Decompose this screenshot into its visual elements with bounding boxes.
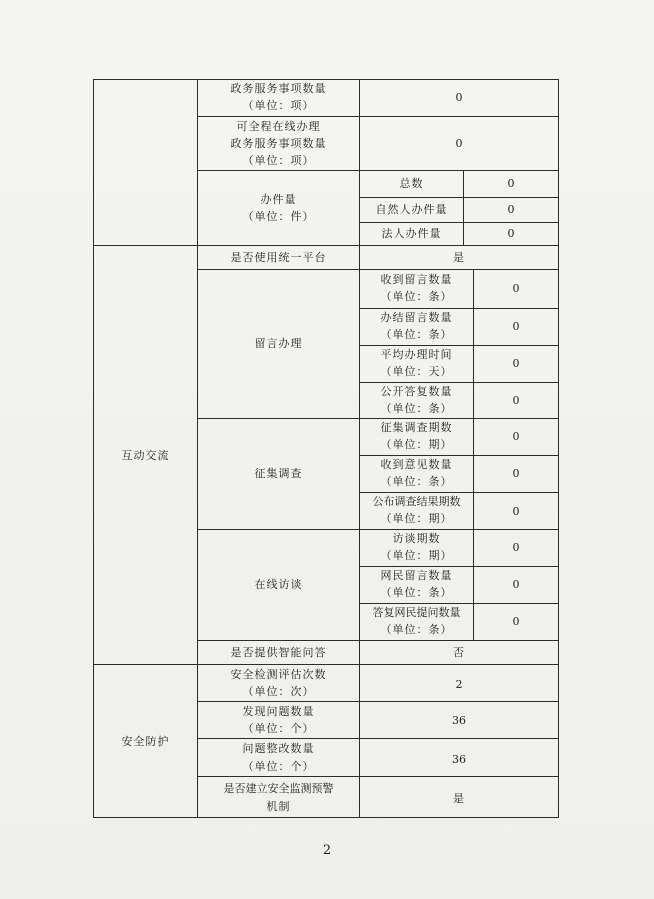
handled-total-value: 0 — [507, 177, 515, 190]
online-items-value: 0 — [455, 137, 463, 150]
interview-item-value: 0 — [512, 578, 520, 591]
interview-item-label: 答复网民提问数量 — [372, 606, 461, 619]
message-item-label: 收到留言数量 — [380, 273, 453, 286]
interaction-section-label: 互动交流 — [121, 449, 170, 462]
online-items-label-2: 政务服务事项数量 — [230, 137, 327, 150]
security-item-value: 36 — [452, 753, 466, 766]
platform-value: 是 — [453, 251, 465, 264]
survey-item-value: 0 — [512, 467, 520, 480]
survey-item-label: 收到意见数量 — [380, 458, 453, 471]
online-items-label: 可全程在线办理 — [236, 120, 321, 133]
security-item-value: 2 — [455, 678, 463, 691]
row-line — [197, 640, 559, 641]
page-number: 2 — [322, 843, 332, 858]
message-item-unit: （单位：条） — [380, 402, 453, 415]
monitor-value: 是 — [453, 792, 465, 805]
interview-item-unit: （单位：条） — [380, 586, 453, 599]
survey-item-label: 公布调查结果期数 — [372, 495, 461, 508]
row-line — [197, 701, 559, 702]
survey-group-label: 征集调查 — [254, 467, 303, 480]
row-line — [197, 170, 559, 171]
message-item-unit: （单位：条） — [380, 290, 453, 303]
message-item-unit: （单位：条） — [380, 328, 453, 341]
handled-label: 办件量 — [260, 193, 297, 206]
survey-item-unit: （单位：期） — [380, 438, 453, 451]
message-item-label: 公开答复数量 — [380, 385, 453, 398]
interview-item-unit: （单位：期） — [380, 549, 453, 562]
security-item-unit: （单位：个） — [242, 760, 315, 773]
survey-item-value: 0 — [512, 505, 520, 518]
section-line — [93, 664, 559, 665]
message-item-value: 0 — [512, 357, 520, 370]
online-items-unit: （单位：项） — [242, 154, 315, 167]
monitor-label: 是否建立安全监测预警 — [223, 782, 334, 795]
interview-item-label: 访谈期数 — [392, 532, 441, 545]
security-item-label: 问题整改数量 — [242, 742, 315, 755]
survey-item-unit: （单位：期） — [380, 512, 453, 525]
gov-items-value: 0 — [455, 91, 463, 104]
gov-items-label: 政务服务事项数量 — [230, 82, 327, 95]
survey-item-value: 0 — [512, 430, 520, 443]
message-item-value: 0 — [512, 282, 520, 295]
handled-legal-value: 0 — [507, 227, 515, 240]
message-item-label: 办结留言数量 — [380, 311, 453, 324]
table-border-right — [558, 79, 559, 818]
handled-person-label: 自然人办件量 — [375, 203, 448, 216]
security-item-label: 安全检测评估次数 — [230, 668, 327, 681]
row-line — [197, 116, 559, 117]
table-border-bottom — [93, 817, 559, 818]
security-item-label: 发现问题数量 — [242, 705, 315, 718]
smart-qa-label: 是否提供智能问答 — [230, 646, 327, 659]
platform-label: 是否使用统一平台 — [230, 251, 327, 264]
row-line — [197, 738, 559, 739]
handled-total-label: 总数 — [399, 177, 424, 190]
handled-unit: （单位：件） — [242, 210, 315, 223]
row-line — [359, 222, 559, 223]
security-item-unit: （单位：次） — [242, 685, 315, 698]
message-item-unit: （单位：天） — [380, 365, 453, 378]
message-group-label: 留言办理 — [254, 337, 303, 350]
message-item-label: 平均办理时间 — [380, 348, 453, 361]
handled-legal-label: 法人办件量 — [381, 227, 442, 240]
interview-item-label: 网民留言数量 — [380, 569, 453, 582]
row-line — [197, 269, 559, 270]
smart-qa-value: 否 — [453, 646, 465, 659]
row-line — [359, 197, 559, 198]
row-line — [197, 776, 559, 777]
interview-item-value: 0 — [512, 615, 520, 628]
security-item-value: 36 — [452, 714, 466, 727]
monitor-label-2: 机制 — [266, 800, 291, 813]
handled-person-value: 0 — [507, 203, 515, 216]
interview-item-value: 0 — [512, 541, 520, 554]
security-item-unit: （单位：个） — [242, 722, 315, 735]
security-section-label: 安全防护 — [121, 735, 170, 748]
gov-items-unit: （单位：项） — [242, 99, 315, 112]
survey-item-label: 征集调查期数 — [380, 421, 453, 434]
section-line — [93, 245, 559, 246]
survey-item-unit: （单位：条） — [380, 475, 453, 488]
interview-group-label: 在线访谈 — [254, 578, 303, 591]
interview-item-unit: （单位：条） — [380, 623, 453, 636]
message-item-value: 0 — [512, 320, 520, 333]
message-item-value: 0 — [512, 394, 520, 407]
